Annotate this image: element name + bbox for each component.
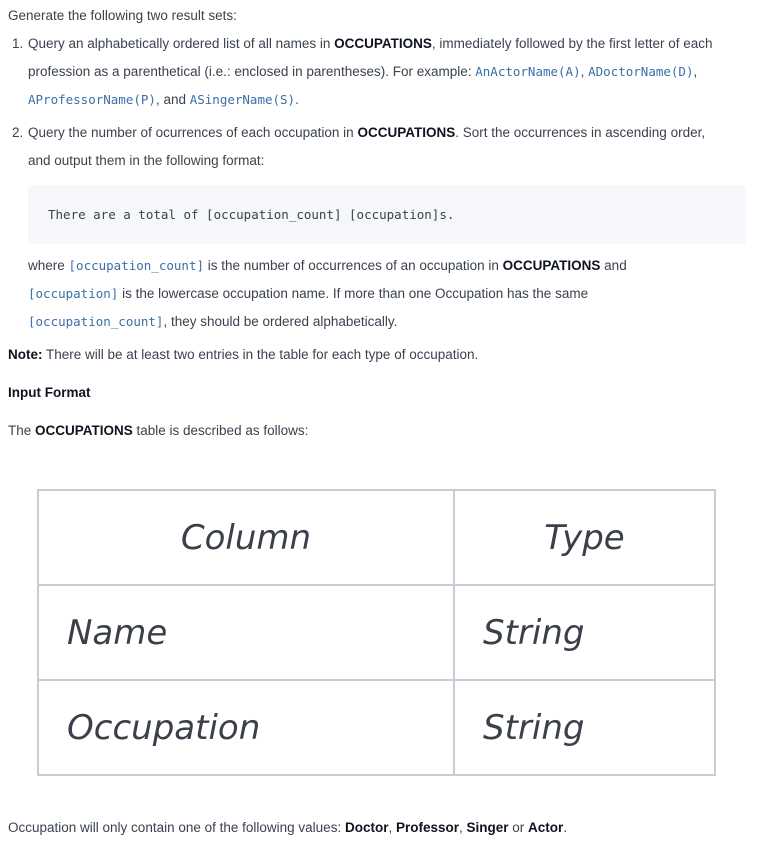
table-description: The OCCUPATIONS table is described as follows: xyxy=(8,423,309,438)
type-header: Type xyxy=(454,490,715,585)
list-item-2: 2. Query the number of ocurrences of each occupation in OCCUPATIONS. Sort the occurrences in ascending order, xyxy=(12,125,706,140)
table-cell: Occupation xyxy=(38,680,454,775)
input-format-heading: Input Format xyxy=(8,385,91,400)
list-item-1-line-2: profession as a parenthetical (i.e.: enclosed in parentheses). For example: AnActorName(A), ADoctorName(D), xyxy=(28,64,698,79)
list-item-2-line-2: and output them in the following format: xyxy=(28,153,265,168)
inline-code: [occupation_count] xyxy=(28,314,164,329)
table-row xyxy=(38,585,715,680)
table-cell: Name xyxy=(38,585,454,680)
table-cell: String xyxy=(454,585,715,680)
example-code: AnActorName(A) xyxy=(475,64,581,79)
example-code: AProfessorName(P) xyxy=(28,92,156,107)
table-cell: String xyxy=(454,680,715,775)
table-name: OCCUPATIONS xyxy=(502,258,601,273)
list-item-1-line-3: AProfessorName(P), and ASingerName(S). xyxy=(28,92,299,107)
example-code: ADoctorName(D) xyxy=(588,64,694,79)
table-row xyxy=(38,680,715,775)
where-line-1: where [occupation_count] is the number of occurrences of an occupation in OCCUPATIONS and xyxy=(28,258,627,273)
intro-text: Generate the following two result sets: xyxy=(8,8,237,23)
output-format-code: There are a total of [occupation_count] [occupation]s. xyxy=(48,207,455,222)
list-number: 2. xyxy=(12,125,24,140)
occupations-schema-table xyxy=(37,489,716,776)
example-code: ASingerName(S) xyxy=(189,92,296,107)
table-name: OCCUPATIONS xyxy=(334,36,432,51)
column-header: Column xyxy=(38,490,454,585)
inline-code: [occupation_count] xyxy=(68,258,204,273)
note-label: Note: xyxy=(8,347,43,362)
inline-code: [occupation] xyxy=(28,286,119,301)
table-name: OCCUPATIONS xyxy=(357,125,456,140)
where-line-2: [occupation] is the lowercase occupation name. If more than one Occupation has the same xyxy=(28,286,589,301)
table-name: OCCUPATIONS xyxy=(35,423,133,438)
where-line-3: [occupation_count], they should be ordered alphabetically. xyxy=(28,314,398,329)
footer-values: Occupation will only contain one of the following values: Doctor, Professor, Singer or Actor. xyxy=(8,820,568,835)
output-format-code-block xyxy=(28,185,746,244)
table-header-row xyxy=(38,490,715,585)
list-item-1: 1. Query an alphabetically ordered list of all names in OCCUPATIONS, immediately followed by the first letter of each xyxy=(12,36,713,51)
list-number: 1. xyxy=(12,36,24,51)
note: Note: There will be at least two entries in the table for each type of occupation. xyxy=(8,347,479,362)
